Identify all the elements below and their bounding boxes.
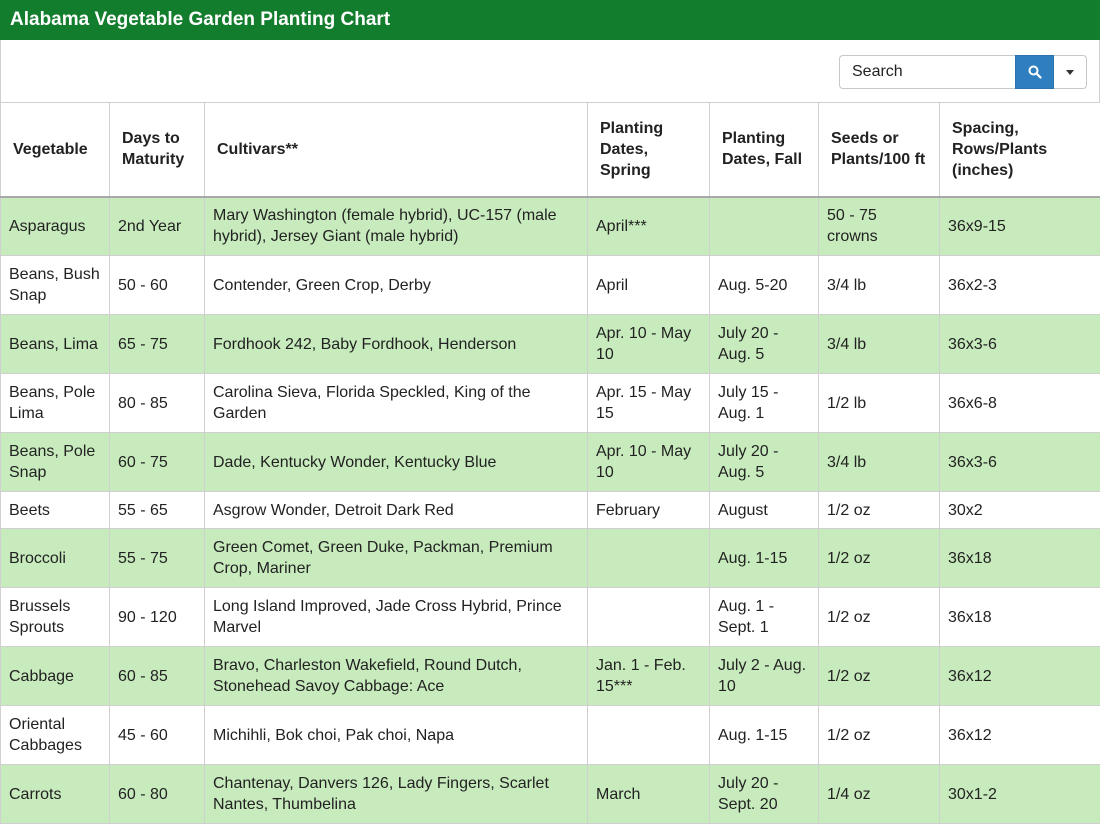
cell-days: 60 - 85 [110, 647, 205, 706]
header-cultivars[interactable]: Cultivars** [205, 103, 588, 197]
cell-spring: March [588, 765, 710, 824]
search-group [839, 55, 1087, 89]
caret-down-icon [1066, 70, 1074, 75]
cell-fall: July 2 - Aug. 10 [710, 647, 819, 706]
cell-seeds: 1/2 oz [819, 492, 940, 529]
cell-days: 80 - 85 [110, 374, 205, 433]
cell-days: 90 - 120 [110, 588, 205, 647]
cell-seeds: 3/4 lb [819, 256, 940, 315]
table-row [1, 492, 1100, 529]
cell-fall: Aug. 1 - Sept. 1 [710, 588, 819, 647]
cell-seeds: 3/4 lb [819, 315, 940, 374]
cell-fall: July 20 - Aug. 5 [710, 315, 819, 374]
table-row [1, 765, 1100, 824]
cell-fall: Aug. 5-20 [710, 256, 819, 315]
table-row [1, 706, 1100, 765]
header-vegetable[interactable]: Vegetable [1, 103, 110, 197]
cell-fall: July 20 - Aug. 5 [710, 433, 819, 492]
cell-fall [710, 197, 819, 256]
page-title: Alabama Vegetable Garden Planting Chart [0, 0, 1100, 40]
cell-vegetable: Beans, Bush Snap [1, 256, 110, 315]
cell-spring: April [588, 256, 710, 315]
cell-spacing: 36x3-6 [940, 433, 1100, 492]
cell-fall: July 20 - Sept. 20 [710, 765, 819, 824]
cell-cultivars: Michihli, Bok choi, Pak choi, Napa [205, 706, 588, 765]
cell-vegetable: Broccoli [1, 529, 110, 588]
table-row [1, 374, 1100, 433]
table-toolbar [0, 40, 1100, 102]
cell-spacing: 30x2 [940, 492, 1100, 529]
cell-seeds: 1/2 oz [819, 529, 940, 588]
table-header-row [1, 103, 1100, 197]
table-row [1, 197, 1100, 256]
cell-seeds: 1/2 oz [819, 588, 940, 647]
cell-days: 65 - 75 [110, 315, 205, 374]
cell-spacing: 30x1-2 [940, 765, 1100, 824]
cell-cultivars: Long Island Improved, Jade Cross Hybrid, Prince Marvel [205, 588, 588, 647]
cell-cultivars: Mary Washington (female hybrid), UC-157 (male hybrid), Jersey Giant (male hybrid) [205, 197, 588, 256]
header-planting-spring[interactable]: Planting Dates, Spring [588, 103, 710, 197]
cell-vegetable: Beans, Pole Snap [1, 433, 110, 492]
cell-spacing: 36x6-8 [940, 374, 1100, 433]
search-options-dropdown[interactable] [1054, 55, 1087, 89]
cell-days: 55 - 65 [110, 492, 205, 529]
cell-seeds: 1/2 oz [819, 647, 940, 706]
cell-spring [588, 588, 710, 647]
table-row [1, 647, 1100, 706]
header-spacing[interactable]: Spacing, Rows/Plants (inches) [940, 103, 1100, 197]
cell-vegetable: Carrots [1, 765, 110, 824]
search-icon [1028, 65, 1042, 79]
cell-cultivars: Asgrow Wonder, Detroit Dark Red [205, 492, 588, 529]
cell-spacing: 36x18 [940, 529, 1100, 588]
cell-spacing: 36x9-15 [940, 197, 1100, 256]
cell-days: 50 - 60 [110, 256, 205, 315]
cell-seeds: 1/2 oz [819, 706, 940, 765]
header-days-to-maturity[interactable]: Days to Maturity [110, 103, 205, 197]
cell-spacing: 36x2-3 [940, 256, 1100, 315]
cell-seeds: 1/2 lb [819, 374, 940, 433]
cell-vegetable: Cabbage [1, 647, 110, 706]
table-row [1, 433, 1100, 492]
search-input[interactable] [839, 55, 1015, 89]
planting-chart-table [0, 102, 1100, 824]
cell-days: 60 - 75 [110, 433, 205, 492]
search-button[interactable] [1015, 55, 1054, 89]
cell-vegetable: Brussels Sprouts [1, 588, 110, 647]
cell-days: 60 - 80 [110, 765, 205, 824]
cell-fall: Aug. 1-15 [710, 529, 819, 588]
cell-spring: February [588, 492, 710, 529]
cell-spring [588, 529, 710, 588]
cell-fall: August [710, 492, 819, 529]
cell-vegetable: Oriental Cabbages [1, 706, 110, 765]
cell-seeds: 3/4 lb [819, 433, 940, 492]
cell-cultivars: Bravo, Charleston Wakefield, Round Dutch, Stonehead Savoy Cabbage: Ace [205, 647, 588, 706]
cell-spring [588, 706, 710, 765]
table-row [1, 588, 1100, 647]
table-row [1, 315, 1100, 374]
cell-cultivars: Fordhook 242, Baby Fordhook, Henderson [205, 315, 588, 374]
cell-cultivars: Green Comet, Green Duke, Packman, Premium Crop, Mariner [205, 529, 588, 588]
cell-spacing: 36x3-6 [940, 315, 1100, 374]
cell-seeds: 50 - 75 crowns [819, 197, 940, 256]
cell-cultivars: Dade, Kentucky Wonder, Kentucky Blue [205, 433, 588, 492]
cell-spring: Jan. 1 - Feb. 15*** [588, 647, 710, 706]
cell-spring: April*** [588, 197, 710, 256]
cell-spacing: 36x12 [940, 706, 1100, 765]
cell-spring: Apr. 10 - May 10 [588, 315, 710, 374]
cell-days: 55 - 75 [110, 529, 205, 588]
cell-vegetable: Beets [1, 492, 110, 529]
cell-spacing: 36x18 [940, 588, 1100, 647]
cell-days: 45 - 60 [110, 706, 205, 765]
table-row [1, 529, 1100, 588]
header-planting-fall[interactable]: Planting Dates, Fall [710, 103, 819, 197]
cell-cultivars: Chantenay, Danvers 126, Lady Fingers, Scarlet Nantes, Thumbelina [205, 765, 588, 824]
cell-cultivars: Contender, Green Crop, Derby [205, 256, 588, 315]
cell-spring: Apr. 15 - May 15 [588, 374, 710, 433]
cell-days: 2nd Year [110, 197, 205, 256]
header-seeds-or-plants[interactable]: Seeds or Plants/100 ft [819, 103, 940, 197]
cell-fall: July 15 - Aug. 1 [710, 374, 819, 433]
cell-vegetable: Asparagus [1, 197, 110, 256]
cell-fall: Aug. 1-15 [710, 706, 819, 765]
cell-spring: Apr. 10 - May 10 [588, 433, 710, 492]
cell-seeds: 1/4 oz [819, 765, 940, 824]
cell-spacing: 36x12 [940, 647, 1100, 706]
cell-vegetable: Beans, Pole Lima [1, 374, 110, 433]
cell-vegetable: Beans, Lima [1, 315, 110, 374]
table-row [1, 256, 1100, 315]
cell-cultivars: Carolina Sieva, Florida Speckled, King of the Garden [205, 374, 588, 433]
